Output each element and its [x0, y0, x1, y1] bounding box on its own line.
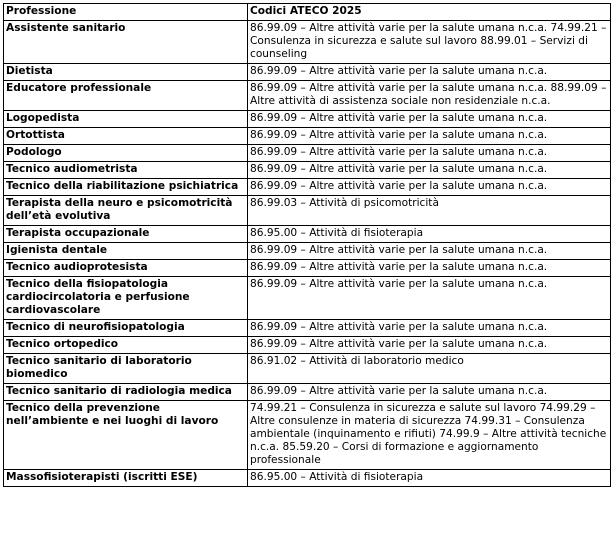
- profession-cell: Dietista: [4, 64, 248, 81]
- profession-cell: Igienista dentale: [4, 243, 248, 260]
- codes-cell: 86.99.09 – Altre attività varie per la salute umana n.c.a.: [248, 64, 611, 81]
- codes-cell: 86.91.02 – Attività di laboratorio medico: [248, 354, 611, 384]
- table-row: [4, 401, 611, 470]
- table-row: [4, 354, 611, 384]
- profession-cell: Podologo: [4, 145, 248, 162]
- table-row: [4, 277, 611, 320]
- profession-cell: Tecnico della riabilitazione psichiatrica: [4, 179, 248, 196]
- codes-cell: 86.99.09 – Altre attività varie per la salute umana n.c.a.: [248, 320, 611, 337]
- table-row: [4, 64, 611, 81]
- codes-cell: 86.99.09 – Altre attività varie per la salute umana n.c.a.: [248, 260, 611, 277]
- table-row: [4, 226, 611, 243]
- codes-cell: 86.99.09 – Altre attività varie per la salute umana n.c.a.: [248, 384, 611, 401]
- profession-cell: Ortottista: [4, 128, 248, 145]
- profession-cell: Terapista della neuro e psicomotricità dell’età evolutiva: [4, 196, 248, 226]
- profession-cell: Tecnico di neurofisiopatologia: [4, 320, 248, 337]
- codes-cell: 86.99.09 – Altre attività varie per la salute umana n.c.a.: [248, 145, 611, 162]
- table-row: [4, 320, 611, 337]
- ateco-table: [3, 3, 611, 487]
- profession-cell: Massofisioterapisti (iscritti ESE): [4, 470, 248, 487]
- codes-cell: 86.99.03 – Attività di psicomotricità: [248, 196, 611, 226]
- codes-cell: 86.99.09 – Altre attività varie per la salute umana n.c.a.: [248, 162, 611, 179]
- table-row: [4, 384, 611, 401]
- table-row: [4, 128, 611, 145]
- header-profession: Professione: [4, 4, 248, 21]
- profession-cell: Tecnico della fisiopatologia cardiocircolatoria e perfusione cardiovascolare: [4, 277, 248, 320]
- table-row: [4, 470, 611, 487]
- table-row: [4, 243, 611, 260]
- codes-cell: 86.99.09 – Altre attività varie per la salute umana n.c.a.: [248, 243, 611, 260]
- profession-cell: Tecnico audioprotesista: [4, 260, 248, 277]
- profession-cell: Tecnico ortopedico: [4, 337, 248, 354]
- codes-cell: 86.99.09 – Altre attività varie per la salute umana n.c.a.: [248, 179, 611, 196]
- table-row: [4, 111, 611, 128]
- profession-cell: Tecnico della prevenzione nell’ambiente e nei luoghi di lavoro: [4, 401, 248, 470]
- header-ateco-codes: Codici ATECO 2025: [248, 4, 611, 21]
- codes-cell: 86.99.09 – Altre attività varie per la salute umana n.c.a. 74.99.21 – Consulenza in sicurezza e salute sul lavoro 88.99.01 – Servizi di counseling: [248, 21, 611, 64]
- profession-cell: Assistente sanitario: [4, 21, 248, 64]
- profession-cell: Educatore professionale: [4, 81, 248, 111]
- profession-cell: Logopedista: [4, 111, 248, 128]
- codes-cell: 86.99.09 – Altre attività varie per la salute umana n.c.a.: [248, 337, 611, 354]
- profession-cell: Tecnico audiometrista: [4, 162, 248, 179]
- codes-cell: 74.99.21 – Consulenza in sicurezza e salute sul lavoro 74.99.29 – Altre consulenze in materia di sicurezza 74.99.31 – Consulenza ambientale (inquinamento e rifiuti) 74.99.9 – Altre attività tecniche n.c.a. 85.59.20 – Corsi di formazione e aggiornamento professionale: [248, 401, 611, 470]
- profession-cell: Terapista occupazionale: [4, 226, 248, 243]
- profession-cell: Tecnico sanitario di laboratorio biomedico: [4, 354, 248, 384]
- table-row: [4, 21, 611, 64]
- table-header-row: [4, 4, 611, 21]
- table-row: [4, 260, 611, 277]
- codes-cell: 86.99.09 – Altre attività varie per la salute umana n.c.a.: [248, 128, 611, 145]
- profession-cell: Tecnico sanitario di radiologia medica: [4, 384, 248, 401]
- table-row: [4, 145, 611, 162]
- table-row: [4, 162, 611, 179]
- codes-cell: 86.99.09 – Altre attività varie per la salute umana n.c.a. 88.99.09 – Altre attività di assistenza sociale non residenziale n.c.a.: [248, 81, 611, 111]
- table-row: [4, 196, 611, 226]
- table-row: [4, 337, 611, 354]
- codes-cell: 86.95.00 – Attività di fisioterapia: [248, 470, 611, 487]
- codes-cell: 86.95.00 – Attività di fisioterapia: [248, 226, 611, 243]
- codes-cell: 86.99.09 – Altre attività varie per la salute umana n.c.a.: [248, 277, 611, 320]
- table-row: [4, 81, 611, 111]
- codes-cell: 86.99.09 – Altre attività varie per la salute umana n.c.a.: [248, 111, 611, 128]
- table-row: [4, 179, 611, 196]
